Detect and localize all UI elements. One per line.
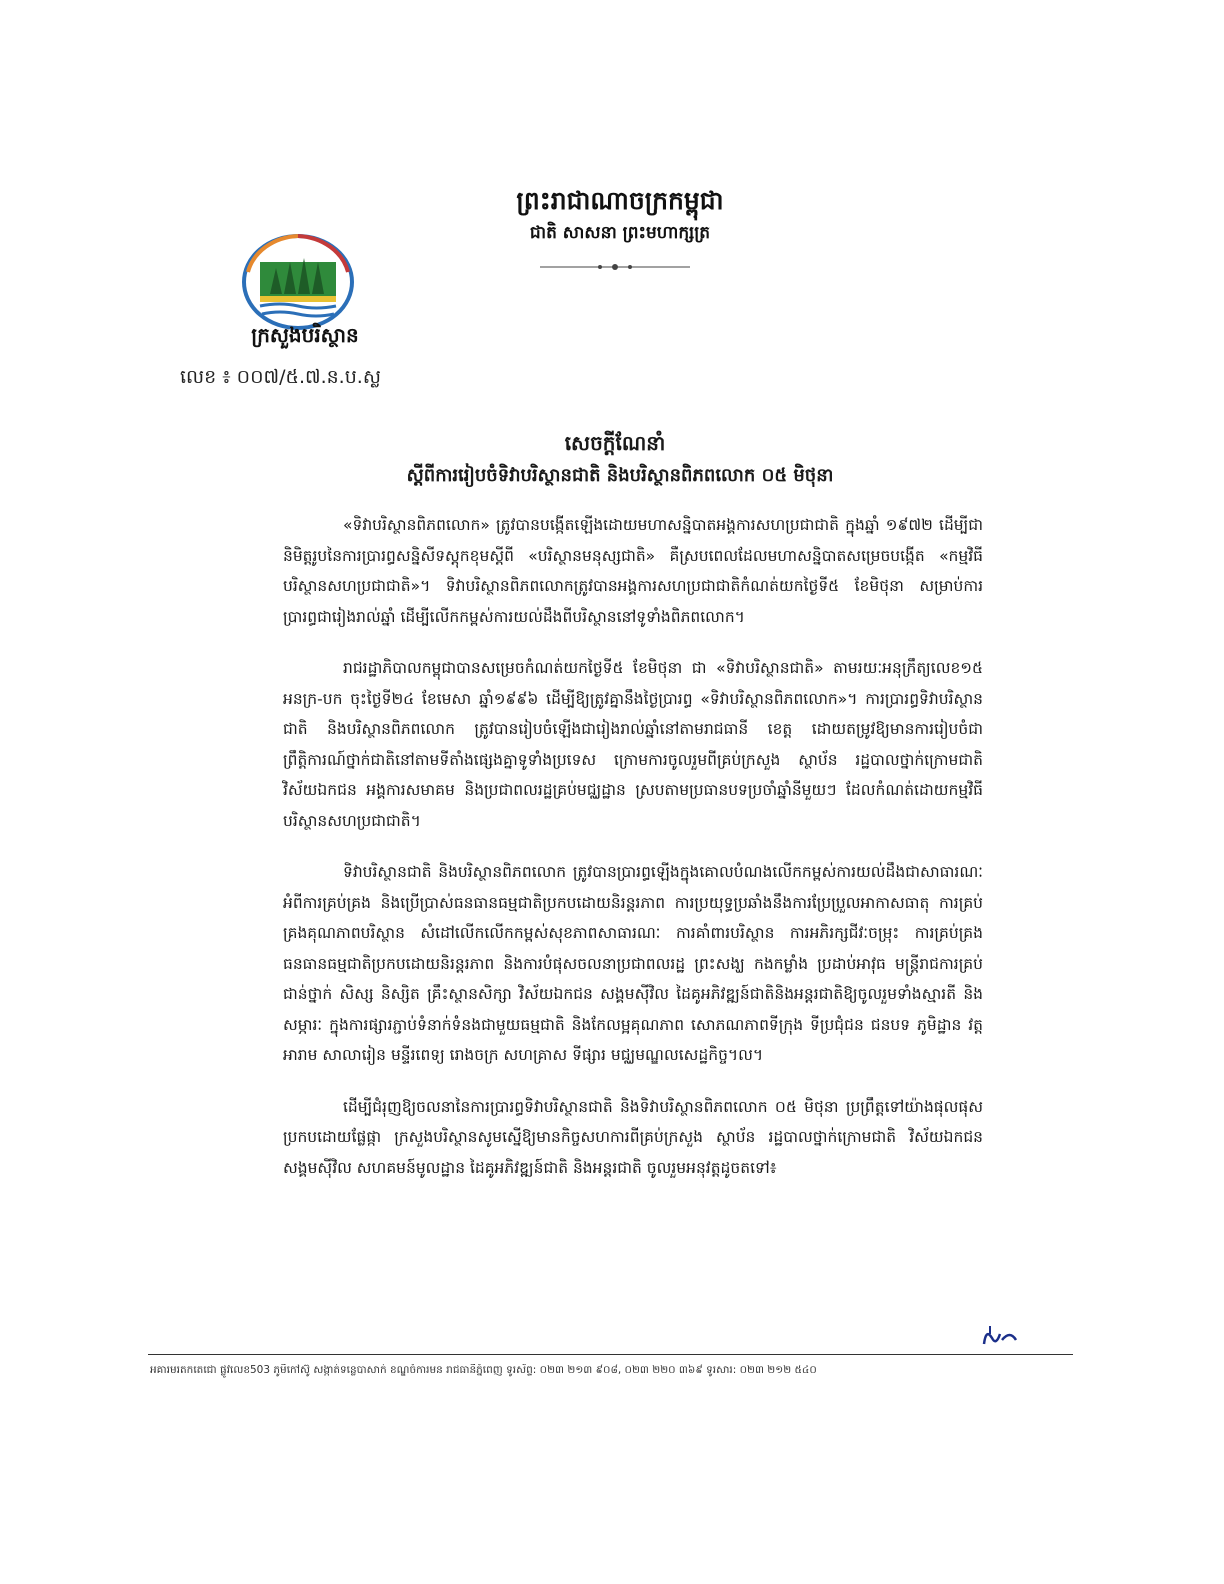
document-subtitle: ស្តីពីការរៀបចំទិវាបរិស្ថានជាតិ និងបរិស្ថានពិភពលោក ០៥ មិថុនា — [406, 465, 834, 486]
paragraph-4: ដើម្បីជំរុញឱ្យចលនានៃការប្រារព្ធទិវាបរិស្ថានជាតិ និងទិវាបរិស្ថានពិភពលោក ០៥ មិថុនា ប្រព្រឹត្តទៅយ៉ាងផុលផុស ប្រកបដោយផ្លែផ្កា ក្រសួងបរិស្ថានសូមស្នើឱ្យមានកិច្ចសហការពីគ្រប់ក្រសួង ស្ថាប័ន រដ្ឋបាលថ្នាក់ក្រោមជាតិ វិស័យឯកជន សង្គមស៊ីវិល សហគមន៍មូលដ្ឋាន ដៃគូអភិវឌ្ឍន៍ជាតិ និងអន្តរជាតិ ចូលរួមអនុវត្តដូចតទៅ៖ — [283, 1097, 983, 1177]
national-motto: ជាតិ សាសនា ព្រះមហាក្សត្រ — [529, 223, 711, 243]
document-body — [283, 510, 983, 1204]
initials-mark — [980, 1322, 1020, 1350]
paragraph-2: រាជរដ្ឋាភិបាលកម្ពុជាបានសម្រេចកំណត់យកថ្ងៃទី៥ ខែមិថុនា ជា «ទិវាបរិស្ថានជាតិ» តាមរយៈអនុក្រឹត្យលេខ១៥ អនក្រ-បក ចុះថ្ងៃទី២៤ ខែមេសា ឆ្នាំ១៩៩៦ ដើម្បីឱ្យត្រូវគ្នានឹងថ្ងៃប្រារព្ធ «ទិវាបរិស្ថានពិភពលោក»។ ការប្រារព្ធទិវាបរិស្ថានជាតិ និងបរិស្ថានពិភពលោក ត្រូវបានរៀបចំឡើងជារៀងរាល់ឆ្នាំនៅតាមរាជធានី ខេត្ត ដោយតម្រូវឱ្យមានការរៀបចំជាព្រឹត្តិការណ៍ថ្នាក់ជាតិនៅតាមទីតាំងផ្សេងគ្នាទូទាំងប្រទេស ក្រោមការចូលរួមពីគ្រប់ក្រសួង ស្ថាប័ន រដ្ឋបាលថ្នាក់ក្រោមជាតិ វិស័យឯកជន អង្គការសមាគម និងប្រជាពលរដ្ឋគ្រប់មជ្ឈដ្ឋាន ស្របតាមប្រធានបទប្រចាំឆ្នាំនីមួយៗ ដែលកំណត់ដោយកម្មវិធីបរិស្ថានសហប្រជាជាតិ។ — [283, 659, 983, 830]
ministry-logo — [240, 232, 356, 332]
kingdom-heading: ព្រះរាជាណាចក្រកម្ពុជា — [516, 186, 724, 215]
document-title: សេចក្តីណែនាំ — [564, 431, 666, 455]
footer-divider — [148, 1354, 1073, 1355]
reference-number: លេខ ៖ ០០៧/៥.៧.ន.ប.ស្ល — [180, 366, 381, 388]
footer-contact: អគារមរតកតេជោ ផ្លូវលេខ503 ភូមិកៅស៊ូ សង្កាត់ទន្លេបាសាក់ ខណ្ឌចំការមន រាជធានីភ្នំពេញ ទូរស័ព្ទ: ០២៣ ២១៣ ៩០៨, ០២៣ ២២០ ៣៦៩ ទូរសារ: ០២៣ ២១២ ៥៤០ — [150, 1364, 817, 1376]
ornament-divider — [540, 262, 690, 272]
paragraph-1: «ទិវាបរិស្ថានពិភពលោក» ត្រូវបានបង្កើតឡើងដោយមហាសន្និបាតអង្គការសហប្រជាជាតិ ក្នុងឆ្នាំ ១៩៧២ ដើម្បីជានិមិត្តរូបនៃការប្រារព្ធសន្និសីទស្តុកខុមស្តីពី «បរិស្ថានមនុស្សជាតិ» គឺស្របពេលដែលមហាសន្និបាតសម្រេចបង្កើត «កម្មវិធីបរិស្ថានសហប្រជាជាតិ»។ ទិវាបរិស្ថានពិភពលោកត្រូវបានអង្គការសហប្រជាជាតិកំណត់យកថ្ងៃទី៥ ខែមិថុនា សម្រាប់ការប្រារព្ធជារៀងរាល់ឆ្នាំ ដើម្បីលើកកម្ពស់ការយល់ដឹងពីបរិស្ថាននៅទូទាំងពិភពលោក។ — [283, 516, 983, 626]
ministry-name: ក្រសួងបរិស្ថាន — [251, 323, 359, 347]
paragraph-3: ទិវាបរិស្ថានជាតិ និងបរិស្ថានពិភពលោក ត្រូវបានប្រារព្ធឡើងក្នុងគោលបំណងលើកកម្ពស់ការយល់ដឹងជាសាធារណៈអំពីការគ្រប់គ្រង និងប្រើប្រាស់ធនធានធម្មជាតិប្រកបដោយនិរន្តរភាព ការប្រយុទ្ធប្រឆាំងនឹងការប្រែប្រួលអាកាសធាតុ ការគ្រប់គ្រងគុណភាពបរិស្ថាន សំដៅលើកលើកកម្ពស់សុខភាពសាធារណៈ ការគាំពារបរិស្ថាន ការអភិរក្សជីវៈចម្រុះ ការគ្រប់គ្រងធនធានធម្មជាតិប្រកបដោយនិរន្តរភាព និងការបំផុសចលនាប្រជាពលរដ្ឋ ព្រះសង្ឃ កងកម្លាំង ប្រដាប់អាវុធ មន្ត្រីរាជការគ្រប់ជាន់ថ្នាក់ សិស្ស និស្សិត គ្រឹះស្ថានសិក្សា វិស័យឯកជន សង្គមស៊ីវិល ដៃគូអភិវឌ្ឍន៍ជាតិនិងអន្តរជាតិឱ្យចូលរួមទាំងស្មារតី និងសម្ភារៈ ក្នុងការផ្សារភ្ជាប់ទំនាក់ទំនងជាមួយធម្មជាតិ និងកែលម្អគុណភាព សោភណភាពទីក្រុង ទីប្រជុំជន ជនបទ ភូមិដ្ឋាន វត្តអារាម សាលារៀន មន្ទីរពេទ្យ រោងចក្រ សហគ្រាស ទីផ្សារ មជ្ឈមណ្ឌលសេដ្ឋកិច្ច។ល។ — [283, 863, 983, 1064]
